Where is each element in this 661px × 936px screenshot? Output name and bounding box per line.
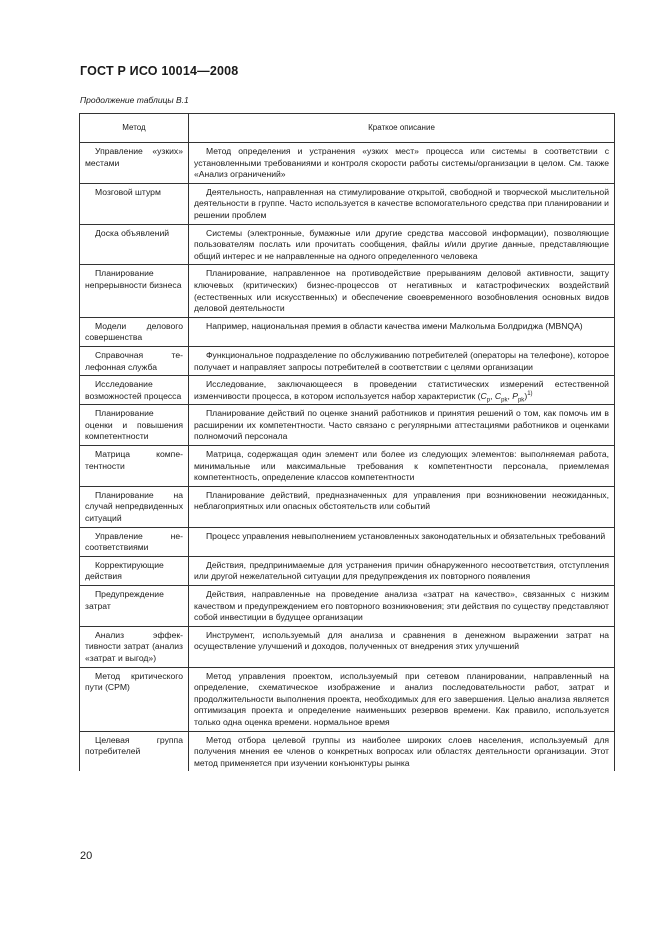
footnote-marker: 1) (527, 390, 533, 397)
description-cell: Инструмент, используемый для анализа и сравнения в денежном выражении затрат на осуществление улучшений и доходов, полученных от внедрения этих улучшений (189, 626, 615, 667)
description-cell: Например, национальная премия в области качества имени Малкольма Болдриджа (MBNQA) (189, 317, 615, 346)
description-cell: Метод управления проектом, используемый при сетевом планировании, направленный на определение, схематическое изображение и анализ последовательности работ, затрат и продолжительности выполнения проекта, необходимых для его завершения. Целью анализа является оптимизация проекта и определение наименьших резервов времени. Как правило, используется только одна оценка времени. нормальное время (189, 667, 615, 731)
description-cell: Действия, предпринимаемые для устранения причин обнаруженного несоответствия, отступления или другой нежелательной ситуации для предупреждения их повторного появления (189, 556, 615, 585)
method-cell: Планирование на случай непредвиденных ситуаций (80, 486, 189, 527)
description-cell: Планирование, направленное на противодействие прерываниям деловой активности, защиту ключевых (критических) бизнес-процессов от негативных и катастрофических воздействий (естественных или искусственных) и обеспечение своевременного возобновления основных видов деловой деятельности (189, 265, 615, 317)
table-row (80, 346, 615, 375)
methods-table (79, 113, 615, 771)
description-cell: Функциональное подразделение по обслуживанию потребителей (операторы на телефоне), которое получает и направляет запросы потребителей в соответствии с целями организации (189, 346, 615, 375)
column-header-method: Метод (80, 114, 189, 143)
table-caption: Продолжение таблицы В.1 (80, 95, 189, 105)
table-row (80, 667, 615, 731)
method-cell: Доска объявлений (80, 224, 189, 265)
method-cell: Управление «узких» местами (80, 143, 189, 184)
table-row (80, 224, 615, 265)
table-row (80, 731, 615, 771)
description-text: Исследование, заключающееся в проведении статистических измерений естественной изменчивости процесса, в котором используется набор характеристик ( (194, 379, 609, 401)
symbol-ppk-subscript: pk (517, 397, 525, 404)
method-cell: Метод критического пути (CPM) (80, 667, 189, 731)
table-row (80, 317, 615, 346)
table-row (80, 376, 615, 405)
page-number: 20 (80, 850, 93, 862)
table-row (80, 446, 615, 487)
table-header-row (80, 114, 615, 143)
description-cell: Метод отбора целевой группы из наиболее широких слоев населения, используемый для получения мнения ее членов о конкретных вопросах или областях деятельности организации. Этот метод применяется при изучении конъюнктуры рынка (189, 731, 615, 771)
description-cell (189, 376, 615, 405)
closing-paren: ) (524, 390, 528, 401)
method-cell: Анализ эффективности затрат (анализ «затрат и выгод») (80, 626, 189, 667)
method-cell: Предупреждение затрат (80, 586, 189, 627)
document-title: ГОСТ Р ИСО 10014—2008 (80, 64, 239, 78)
symbol-cpk-subscript: pk (501, 397, 508, 404)
method-cell: Исследование возможностей процесса (80, 376, 189, 405)
table-row (80, 265, 615, 317)
symbol-cp: C (480, 390, 487, 401)
table-row (80, 183, 615, 224)
symbol-cp-subscript: p (486, 397, 491, 404)
separator: , (490, 390, 495, 401)
table-row (80, 556, 615, 585)
description-cell: Планирование действий по оценке знаний работников и принятия решений о том, как помочь им в расширении их компетентности. Часто связано с регулярными аттестациями работников и оценками полномочий персонала (189, 405, 615, 446)
description-cell: Планирование действий, предназначенных для управления при возникновении неожиданных, неблагоприятных или опасных обстоятельств или событий (189, 486, 615, 527)
description-cell: Матрица, содержащая один элемент или более из следующих элементов: выполняемая работа, минимальные или максимальные требования к компетентности персонала, приемлемая компетентность, определение классов компетентности (189, 446, 615, 487)
method-cell: Планирование оценки и повышения компетентности (80, 405, 189, 446)
description-cell: Действия, направленные на проведение анализа «затрат на качество», связанных с низким качеством и предупреждением его повторного возникновения; эти действия по существу представляют собой инвестиции в будущее организации (189, 586, 615, 627)
table-row (80, 143, 615, 184)
method-cell: Планирование непрерывности бизнеса (80, 265, 189, 317)
method-cell: Матрица компетентности (80, 446, 189, 487)
table-row (80, 586, 615, 627)
table-row (80, 405, 615, 446)
method-cell: Корректирующие действия (80, 556, 189, 585)
method-cell: Справочная телефонная служба (80, 346, 189, 375)
method-cell: Целевая группа потребителей (80, 731, 189, 771)
table-row (80, 527, 615, 556)
method-cell: Модели делового совершенства (80, 317, 189, 346)
description-cell: Метод определения и устранения «узких мест» процесса или системы в соответствии с установленными требованиями и контроля скорости работы системы/организации в целом. См. также «Анализ ограничений» (189, 143, 615, 184)
method-cell: Управление несоответствиями (80, 527, 189, 556)
symbol-ppk: P (512, 390, 518, 401)
table-row (80, 626, 615, 667)
separator: , (507, 390, 513, 401)
symbol-cpk: C (494, 390, 502, 401)
table-row (80, 486, 615, 527)
description-cell: Деятельность, направленная на стимулирование открытой, свободной и творческой мыслительной деятельности в группе. Часто используется в качестве вспомогательного средства при планировании и решении проблем (189, 183, 615, 224)
column-header-description: Краткое описание (189, 114, 615, 143)
method-cell: Мозговой штурм (80, 183, 189, 224)
description-cell: Процесс управления невыполнением установленных законодательных и обязательных требований (189, 527, 615, 556)
description-cell: Системы (электронные, бумажные или другие средства массовой информации), позволяющие пользователям послать или прочитать сообщения, файлы и/или другие данные, представляющие общий интерес и не направленные на одного определенного человека (189, 224, 615, 265)
